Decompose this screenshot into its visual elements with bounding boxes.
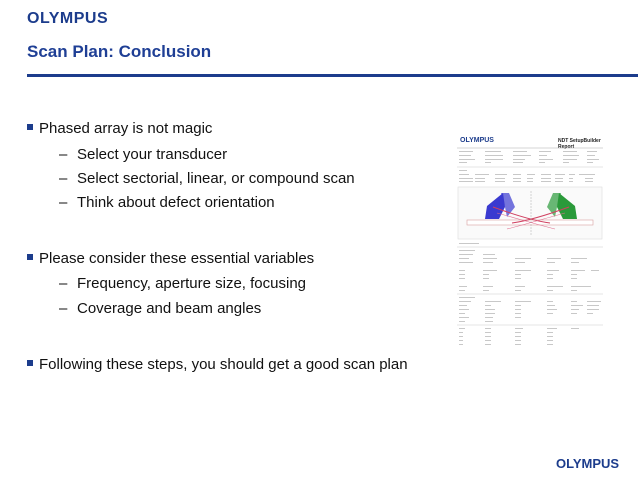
sub-bullet-item: – Frequency, aperture size, focusing [59, 275, 307, 292]
report-footer-rows [455, 331, 605, 361]
setup-builder-report-thumbnail [455, 131, 605, 331]
title-divider [27, 74, 638, 77]
sub-bullet-item: – Think about defect orientation [59, 194, 275, 211]
sub-bullet-item: – Coverage and beam angles [59, 300, 262, 317]
sub-bullet-text: Select your transducer [77, 146, 228, 163]
bullet-square-icon [27, 254, 33, 260]
report-title: NDT SetupBuilder Report [558, 138, 601, 150]
olympus-logo: OLYMPUS [27, 10, 109, 27]
bullet-item [27, 356, 408, 373]
sub-bullet-item: – Select your transducer [59, 146, 228, 163]
slide-title: Scan Plan: Conclusion [27, 42, 212, 61]
olympus-footer-logo: OLYMPUS [556, 456, 620, 471]
report-logo: OLYMPUS [460, 137, 494, 144]
bullet-item [27, 120, 212, 137]
sub-bullet-text: Coverage and beam angles [77, 300, 262, 317]
bullet-square-icon [27, 360, 33, 366]
report-body-graphic [455, 131, 605, 331]
bullet-item [27, 250, 314, 267]
bullet-text: Please consider these essential variables [39, 250, 315, 267]
sub-bullet-text: Think about defect orientation [77, 194, 275, 211]
bullet-text: Following these steps, you should get a good scan plan [39, 356, 408, 373]
bullet-text: Phased array is not magic [39, 120, 213, 137]
sub-bullet-text: Select sectorial, linear, or compound scan [77, 170, 355, 187]
bullet-square-icon [27, 124, 33, 130]
sub-bullet-text: Frequency, aperture size, focusing [77, 275, 307, 292]
sub-bullet-item: – Select sectorial, linear, or compound scan [59, 170, 355, 187]
